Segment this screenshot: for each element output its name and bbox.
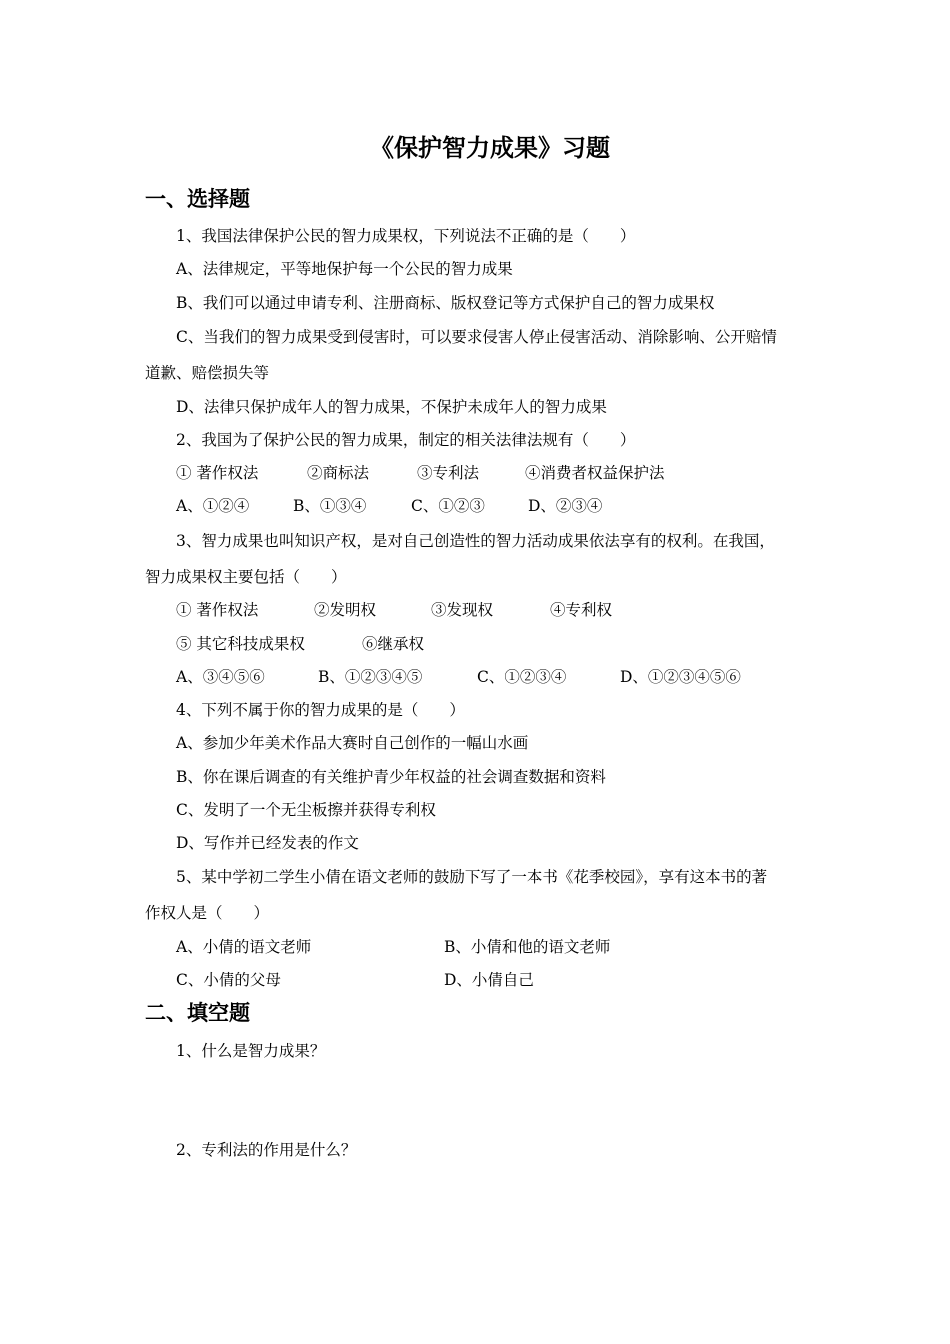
q3-item: ④专利权 xyxy=(550,601,613,619)
q3-item: ① 著作权法 xyxy=(176,601,259,619)
q3-stem-continued: 智力成果权主要包括（ ） xyxy=(145,568,347,586)
q2-item: ③专利法 xyxy=(417,464,480,482)
q5-stem: 5、某中学初二学生小倩在语文老师的鼓励下写了一本书《花季校园》，享有这本书的著 xyxy=(176,868,768,886)
q3-item: ③发现权 xyxy=(431,601,494,619)
q2-item: ②商标法 xyxy=(307,464,370,482)
q2-options xyxy=(176,495,602,517)
section-heading-fill: 二、填空题 xyxy=(145,1001,250,1025)
q4-option-d: D、写作并已经发表的作文 xyxy=(176,834,359,852)
q3-items-row-2 xyxy=(176,633,424,655)
fill-q2: 2、专利法的作用是什么？ xyxy=(176,1141,357,1159)
q5-options-row-2 xyxy=(176,969,534,991)
q2-option: A、①②④ xyxy=(176,497,250,515)
q3-option: A、③④⑤⑥ xyxy=(176,668,265,686)
q2-option: D、②③④ xyxy=(528,497,603,515)
q2-item: ① 著作权法 xyxy=(176,464,259,482)
q3-stem: 3、智力成果也叫知识产权，是对自己创造性的智力活动成果依法享有的权利。在我国， xyxy=(176,532,775,550)
q5-option-b: B、小倩和他的语文老师 xyxy=(444,938,611,956)
q5-option-a: A、小倩的语文老师 xyxy=(176,938,312,956)
q2-option: B、①③④ xyxy=(293,497,367,515)
q4-option-c: C、发明了一个无尘板擦并获得专利权 xyxy=(176,801,436,819)
q3-options xyxy=(176,666,741,688)
q1-option-d: D、法律只保护成年人的智力成果，不保护未成年人的智力成果 xyxy=(176,398,607,416)
q3-items-row-1 xyxy=(176,599,612,621)
q3-item: ⑤ 其它科技成果权 xyxy=(176,635,305,653)
q3-option: C、①②③④ xyxy=(477,668,567,686)
q2-stem: 2、我国为了保护公民的智力成果，制定的相关法律法规有（ ） xyxy=(176,431,636,449)
q5-option-c: C、小倩的父母 xyxy=(176,971,281,989)
q1-option-c-continued: 道歉、赔偿损失等 xyxy=(145,364,270,382)
q2-item: ④消费者权益保护法 xyxy=(525,464,665,482)
section-heading-choice: 一、选择题 xyxy=(145,187,250,211)
q1-option-a: A、法律规定，平等地保护每一个公民的智力成果 xyxy=(176,260,513,278)
q5-stem-continued: 作权人是（ ） xyxy=(145,904,270,922)
q1-option-b: B、我们可以通过申请专利、注册商标、版权登记等方式保护自己的智力成果权 xyxy=(176,294,715,312)
q2-items xyxy=(176,462,665,484)
q4-stem: 4、下列不属于你的智力成果的是（ ） xyxy=(176,701,465,719)
q1-stem: 1、我国法律保护公民的智力成果权，下列说法不正确的是（ ） xyxy=(176,227,636,245)
q2-option: C、①②③ xyxy=(411,497,485,515)
q1-option-c: C、当我们的智力成果受到侵害时，可以要求侵害人停止侵害活动、消除影响、公开赔情 xyxy=(176,328,777,346)
q4-option-a: A、参加少年美术作品大赛时自己创作的一幅山水画 xyxy=(176,734,529,752)
document-title: 《保护智力成果》习题 xyxy=(370,134,610,162)
q3-item: ②发明权 xyxy=(314,601,377,619)
q4-option-b: B、你在课后调查的有关维护青少年权益的社会调查数据和资料 xyxy=(176,768,606,786)
q3-option: B、①②③④⑤ xyxy=(318,668,423,686)
q5-option-d: D、小倩自己 xyxy=(444,971,534,989)
q3-option: D、①②③④⑤⑥ xyxy=(620,668,741,686)
q5-options-row-1 xyxy=(176,936,610,958)
fill-q1: 1、什么是智力成果？ xyxy=(176,1042,326,1060)
q3-item: ⑥继承权 xyxy=(362,635,425,653)
